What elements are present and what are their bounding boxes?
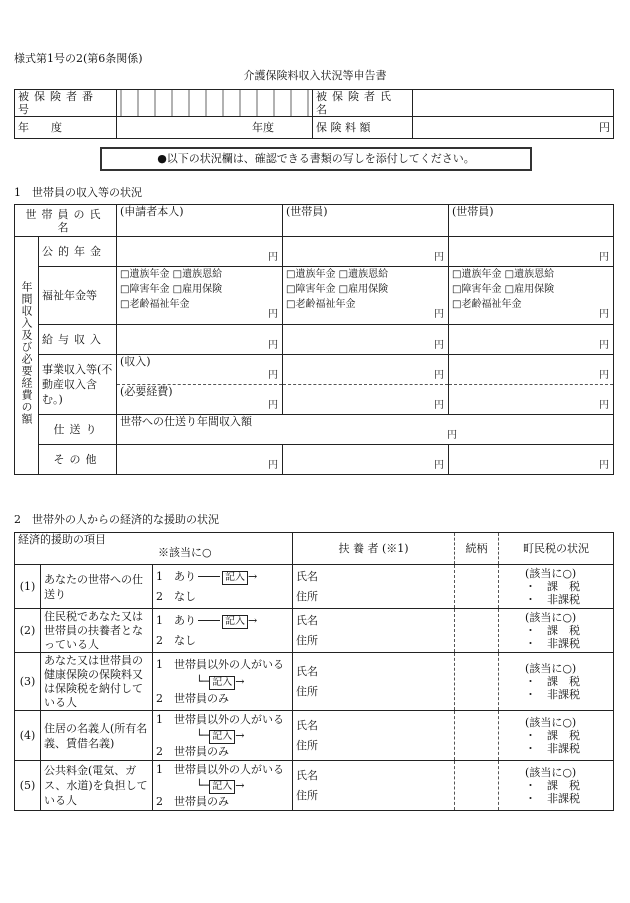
other-label: その他 xyxy=(39,445,117,475)
item-text: 住民税であなた又は世帯員の扶養者となっている人 xyxy=(41,609,153,653)
income-label: (収入) xyxy=(120,355,151,368)
business-expense-3[interactable]: 円 xyxy=(449,385,614,415)
supporter-cell[interactable]: 氏名 住所 xyxy=(293,565,455,609)
salary-label: 給与収入 xyxy=(39,325,117,355)
item-text: あなた又は世帯員の健康保険の保険料又は保険税を納付している人 xyxy=(41,653,153,711)
support-row xyxy=(15,761,614,811)
form-number: 様式第1号の2(第6条関係) xyxy=(14,52,143,65)
tax-status-cell[interactable]: (該当に○) ・ 課 税 ・ 非課税 xyxy=(499,653,614,711)
expense-label: (必要経費) xyxy=(120,385,173,398)
tax-status-cell[interactable]: (該当に○) ・ 課 税 ・ 非課税 xyxy=(499,711,614,761)
relation-cell[interactable] xyxy=(455,653,499,711)
business-income-3[interactable]: 円 xyxy=(449,355,614,385)
relation-header: 続柄 xyxy=(455,533,499,565)
supporter-cell[interactable]: 氏名 住所 xyxy=(293,761,455,811)
tax-status-cell[interactable]: (該当に○) ・ 課 税 ・ 非課税 xyxy=(499,609,614,653)
support-row xyxy=(15,711,614,761)
item-text: 公共料金(電気、ガス、水道)を負担している人 xyxy=(41,761,153,811)
year-unit: 年度 xyxy=(252,121,274,134)
insured-name-field[interactable] xyxy=(413,90,614,117)
business-income-2[interactable]: 円 xyxy=(283,355,449,385)
tax-status-cell[interactable]: (該当に○) ・ 課 税 ・ 非課税 xyxy=(499,565,614,609)
welfare-pension-label: 福祉年金等 xyxy=(39,267,117,325)
support-row xyxy=(15,609,614,653)
member-name-3[interactable] xyxy=(449,205,614,237)
col-member3-label: (世帯員) xyxy=(452,205,494,218)
item-no: (1) xyxy=(15,565,41,609)
other-self[interactable]: 円 xyxy=(117,445,283,475)
item-no: (2) xyxy=(15,609,41,653)
option-cell[interactable]: 1 あり 記入 → 2 なし xyxy=(153,609,293,653)
welfare-checks-self[interactable]: □遺族年金 □遺族恩給 □障害年金 □雇用保険 □老齢福祉年金 円 xyxy=(117,267,283,325)
public-pension-2[interactable]: 円 xyxy=(283,237,449,267)
relation-cell[interactable] xyxy=(455,609,499,653)
item-text: 住居の名義人(所有名義、賃借名義) xyxy=(41,711,153,761)
item-no: (3) xyxy=(15,653,41,711)
other-3[interactable]: 円 xyxy=(449,445,614,475)
year-field[interactable] xyxy=(117,117,313,139)
support-table xyxy=(14,532,614,811)
tax-header: 町民税の状況 xyxy=(499,533,614,565)
kinyu-box: 記入 xyxy=(222,571,248,585)
support-row xyxy=(15,565,614,609)
welfare-checks-2[interactable]: □遺族年金 □遺族恩給 □障害年金 □雇用保険 □老齢福祉年金 円 xyxy=(283,267,449,325)
section2-title: 2 世帯外の人からの経済的な援助の状況 xyxy=(14,513,219,526)
yen-unit: 円 xyxy=(599,121,610,134)
insured-number-label: 被保険者番号 xyxy=(15,90,117,117)
item-no: (4) xyxy=(15,711,41,761)
kinyu-box: 記入 xyxy=(209,730,235,744)
option-cell[interactable]: 1 世帯員以外の人がいる └─ 記入 → 2 世帯員のみ xyxy=(153,761,293,811)
col-member2-label: (世帯員) xyxy=(286,205,328,218)
relation-cell[interactable] xyxy=(455,761,499,811)
side-label-cell xyxy=(15,237,39,475)
option-cell[interactable]: 1 世帯員以外の人がいる └─ 記入 → 2 世帯員のみ xyxy=(153,653,293,711)
business-income-self[interactable]: (収入) 円 xyxy=(117,355,283,385)
annual-income-side-label: 年間収入及び必要経費の額 xyxy=(20,280,33,425)
supporter-cell[interactable]: 氏名 住所 xyxy=(293,653,455,711)
income-table xyxy=(14,204,614,475)
support-row xyxy=(15,653,614,711)
remittance-label: 仕送り xyxy=(39,415,117,445)
member-name-label: 世帯員の氏名 xyxy=(15,205,117,237)
welfare-checks-3[interactable]: □遺族年金 □遺族恩給 □障害年金 □雇用保険 □老齢福祉年金 円 xyxy=(449,267,614,325)
support-item-header xyxy=(15,533,293,565)
remittance-field[interactable]: 世帯への仕送り年間収入額 円 xyxy=(117,415,614,445)
kinyu-box: 記入 xyxy=(209,780,235,794)
supporter-header: 扶 養 者 (※1) xyxy=(293,533,455,565)
business-expense-2[interactable]: 円 xyxy=(283,385,449,415)
other-2[interactable]: 円 xyxy=(283,445,449,475)
attachment-notice: ●以下の状況欄は、確認できる書類の写しを添付してください。 xyxy=(100,147,532,171)
insured-number-field[interactable] xyxy=(117,90,313,117)
salary-self[interactable]: 円 xyxy=(117,325,283,355)
remittance-note: 世帯への仕送り年間収入額 xyxy=(120,415,252,428)
mark-note: ※該当に○ xyxy=(158,546,212,559)
salary-3[interactable]: 円 xyxy=(449,325,614,355)
business-income-label: 事業収入等(不動産収入含む。) xyxy=(39,355,117,415)
kinyu-box: 記入 xyxy=(209,676,235,690)
public-pension-label: 公的年金 xyxy=(39,237,117,267)
item-no: (5) xyxy=(15,761,41,811)
item-text: あなたの世帯への仕送り xyxy=(41,565,153,609)
premium-field[interactable] xyxy=(413,117,614,139)
option-cell[interactable]: 1 世帯員以外の人がいる └─ 記入 → 2 世帯員のみ xyxy=(153,711,293,761)
tax-status-cell[interactable]: (該当に○) ・ 課 税 ・ 非課税 xyxy=(499,761,614,811)
member-name-self[interactable] xyxy=(117,205,283,237)
relation-cell[interactable] xyxy=(455,711,499,761)
page-title: 介護保険料収入状況等申告書 xyxy=(243,69,387,82)
year-label: 年 度 xyxy=(15,117,117,139)
kinyu-box: 記入 xyxy=(222,615,248,629)
insured-name-label: 被保険者氏名 xyxy=(313,90,413,117)
supporter-cell[interactable]: 氏名 住所 xyxy=(293,609,455,653)
premium-label: 保 険 料 額 xyxy=(313,117,413,139)
public-pension-self[interactable]: 円 xyxy=(117,237,283,267)
salary-2[interactable]: 円 xyxy=(283,325,449,355)
support-item-label: 経済的援助の項目 xyxy=(18,533,106,546)
header-table xyxy=(14,89,614,139)
business-expense-self[interactable]: (必要経費) 円 xyxy=(117,385,283,415)
supporter-cell[interactable]: 氏名 住所 xyxy=(293,711,455,761)
member-name-2[interactable] xyxy=(283,205,449,237)
public-pension-3[interactable]: 円 xyxy=(449,237,614,267)
col-self-label: (申請者本人) xyxy=(120,205,184,218)
relation-cell[interactable] xyxy=(455,565,499,609)
section1-title: 1 世帯員の収入等の状況 xyxy=(14,186,142,199)
option-cell[interactable]: 1 あり 記入 → 2 なし xyxy=(153,565,293,609)
